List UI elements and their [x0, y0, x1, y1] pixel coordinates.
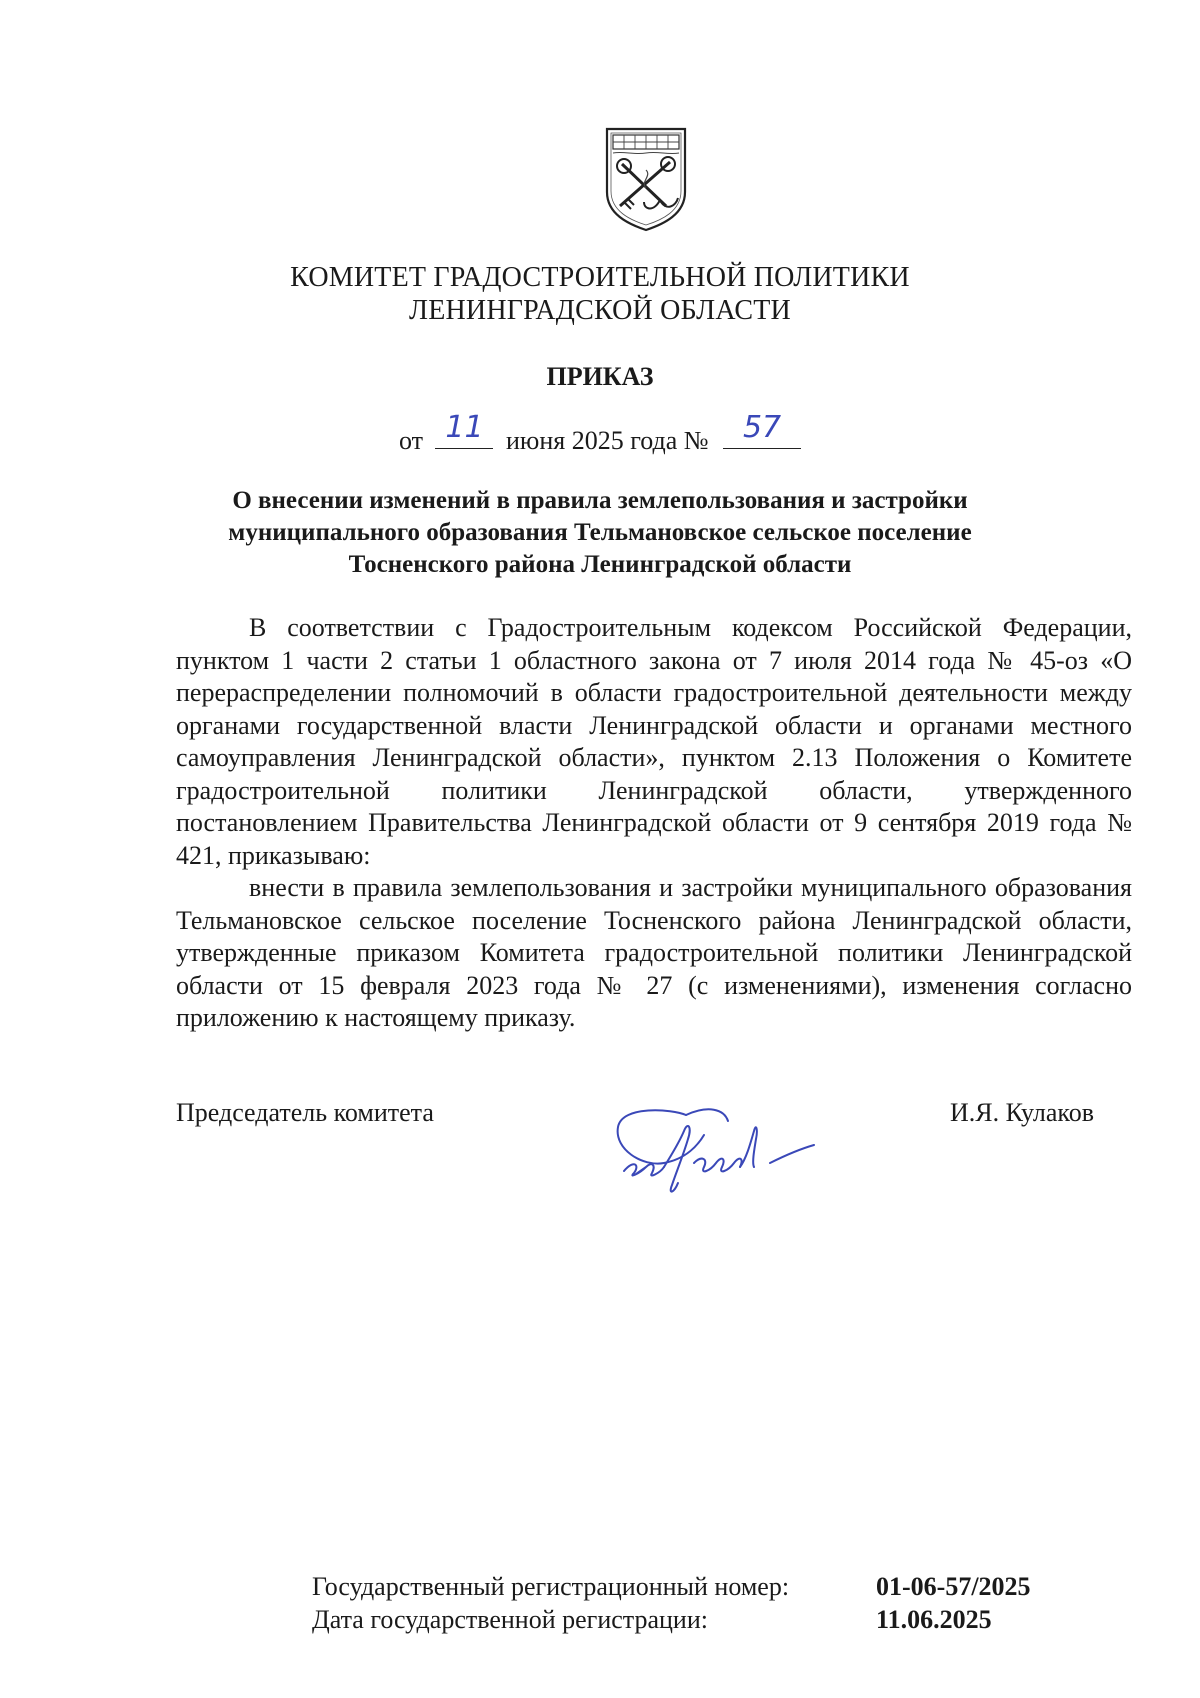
subject-line1: О внесении изменений в правила землепользования и застройки — [232, 487, 968, 514]
day-field — [435, 410, 493, 449]
body-paragraph-1 — [176, 612, 1132, 872]
handwritten-day: 11 — [445, 410, 484, 445]
registration-date-label: Дата государственной регистрации: — [312, 1605, 708, 1634]
body-paragraph-2 — [176, 872, 1132, 1035]
organization-name-line1: КОМИТЕТ ГРАДОСТРОИТЕЛЬНОЙ ПОЛИТИКИ — [290, 262, 910, 293]
registration-number-label: Государственный регистрационный номер: — [312, 1572, 790, 1601]
body-text-1: В соответствии с Градостроительным кодексом Российской Федерации, пунктом 1 части 2 статьи 1 областного закона от 7 июля 2014 года № 45-оз «О перераспределении полномочий в области градостроительной деятельности между органами государственной власти Ленинградской области и органами местного самоуправления Ленинградской области», пунктом 2.13 Положения о Комитете градостроительной политики Ленинградской области, утвержденного постановлением Правительства Ленинградской области от 9 сентября 2019 года № 421, приказываю: — [176, 613, 1132, 870]
date-middle: июня 2025 года № — [505, 426, 709, 455]
subject-line3: Тосненского района Ленинградской области — [348, 551, 852, 578]
body-text-2: внести в правила землепользования и застройки муниципального образования Тельмановское сельское поселение Тосненского района Ленинградской области, утвержденные приказом Комитета градостроительной политики Ленинградской области от 15 февраля 2023 года № 27 (с изменениями), изменения согласно приложению к настоящему приказу. — [176, 873, 1132, 1032]
registration-number-value: 01-06-57/2025 — [876, 1572, 1031, 1601]
registration-date-value: 11.06.2025 — [876, 1605, 992, 1634]
subject-line2: муниципального образования Тельмановское сельское поселение — [228, 519, 972, 546]
order-date-line — [0, 410, 1200, 456]
document-subject — [150, 485, 1050, 581]
signatory-name: И.Я. Кулаков — [950, 1098, 1094, 1127]
document-type: ПРИКАЗ — [546, 362, 654, 391]
handwritten-order-number: 57 — [742, 410, 782, 445]
coat-of-arms-emblem — [604, 126, 688, 232]
signatory-title: Председатель комитета — [176, 1098, 434, 1127]
handwritten-signature — [612, 1075, 872, 1215]
order-number-field — [723, 410, 801, 449]
organization-name-line2: ЛЕНИНГРАДСКОЙ ОБЛАСТИ — [409, 295, 791, 326]
date-prefix: от — [398, 426, 423, 455]
